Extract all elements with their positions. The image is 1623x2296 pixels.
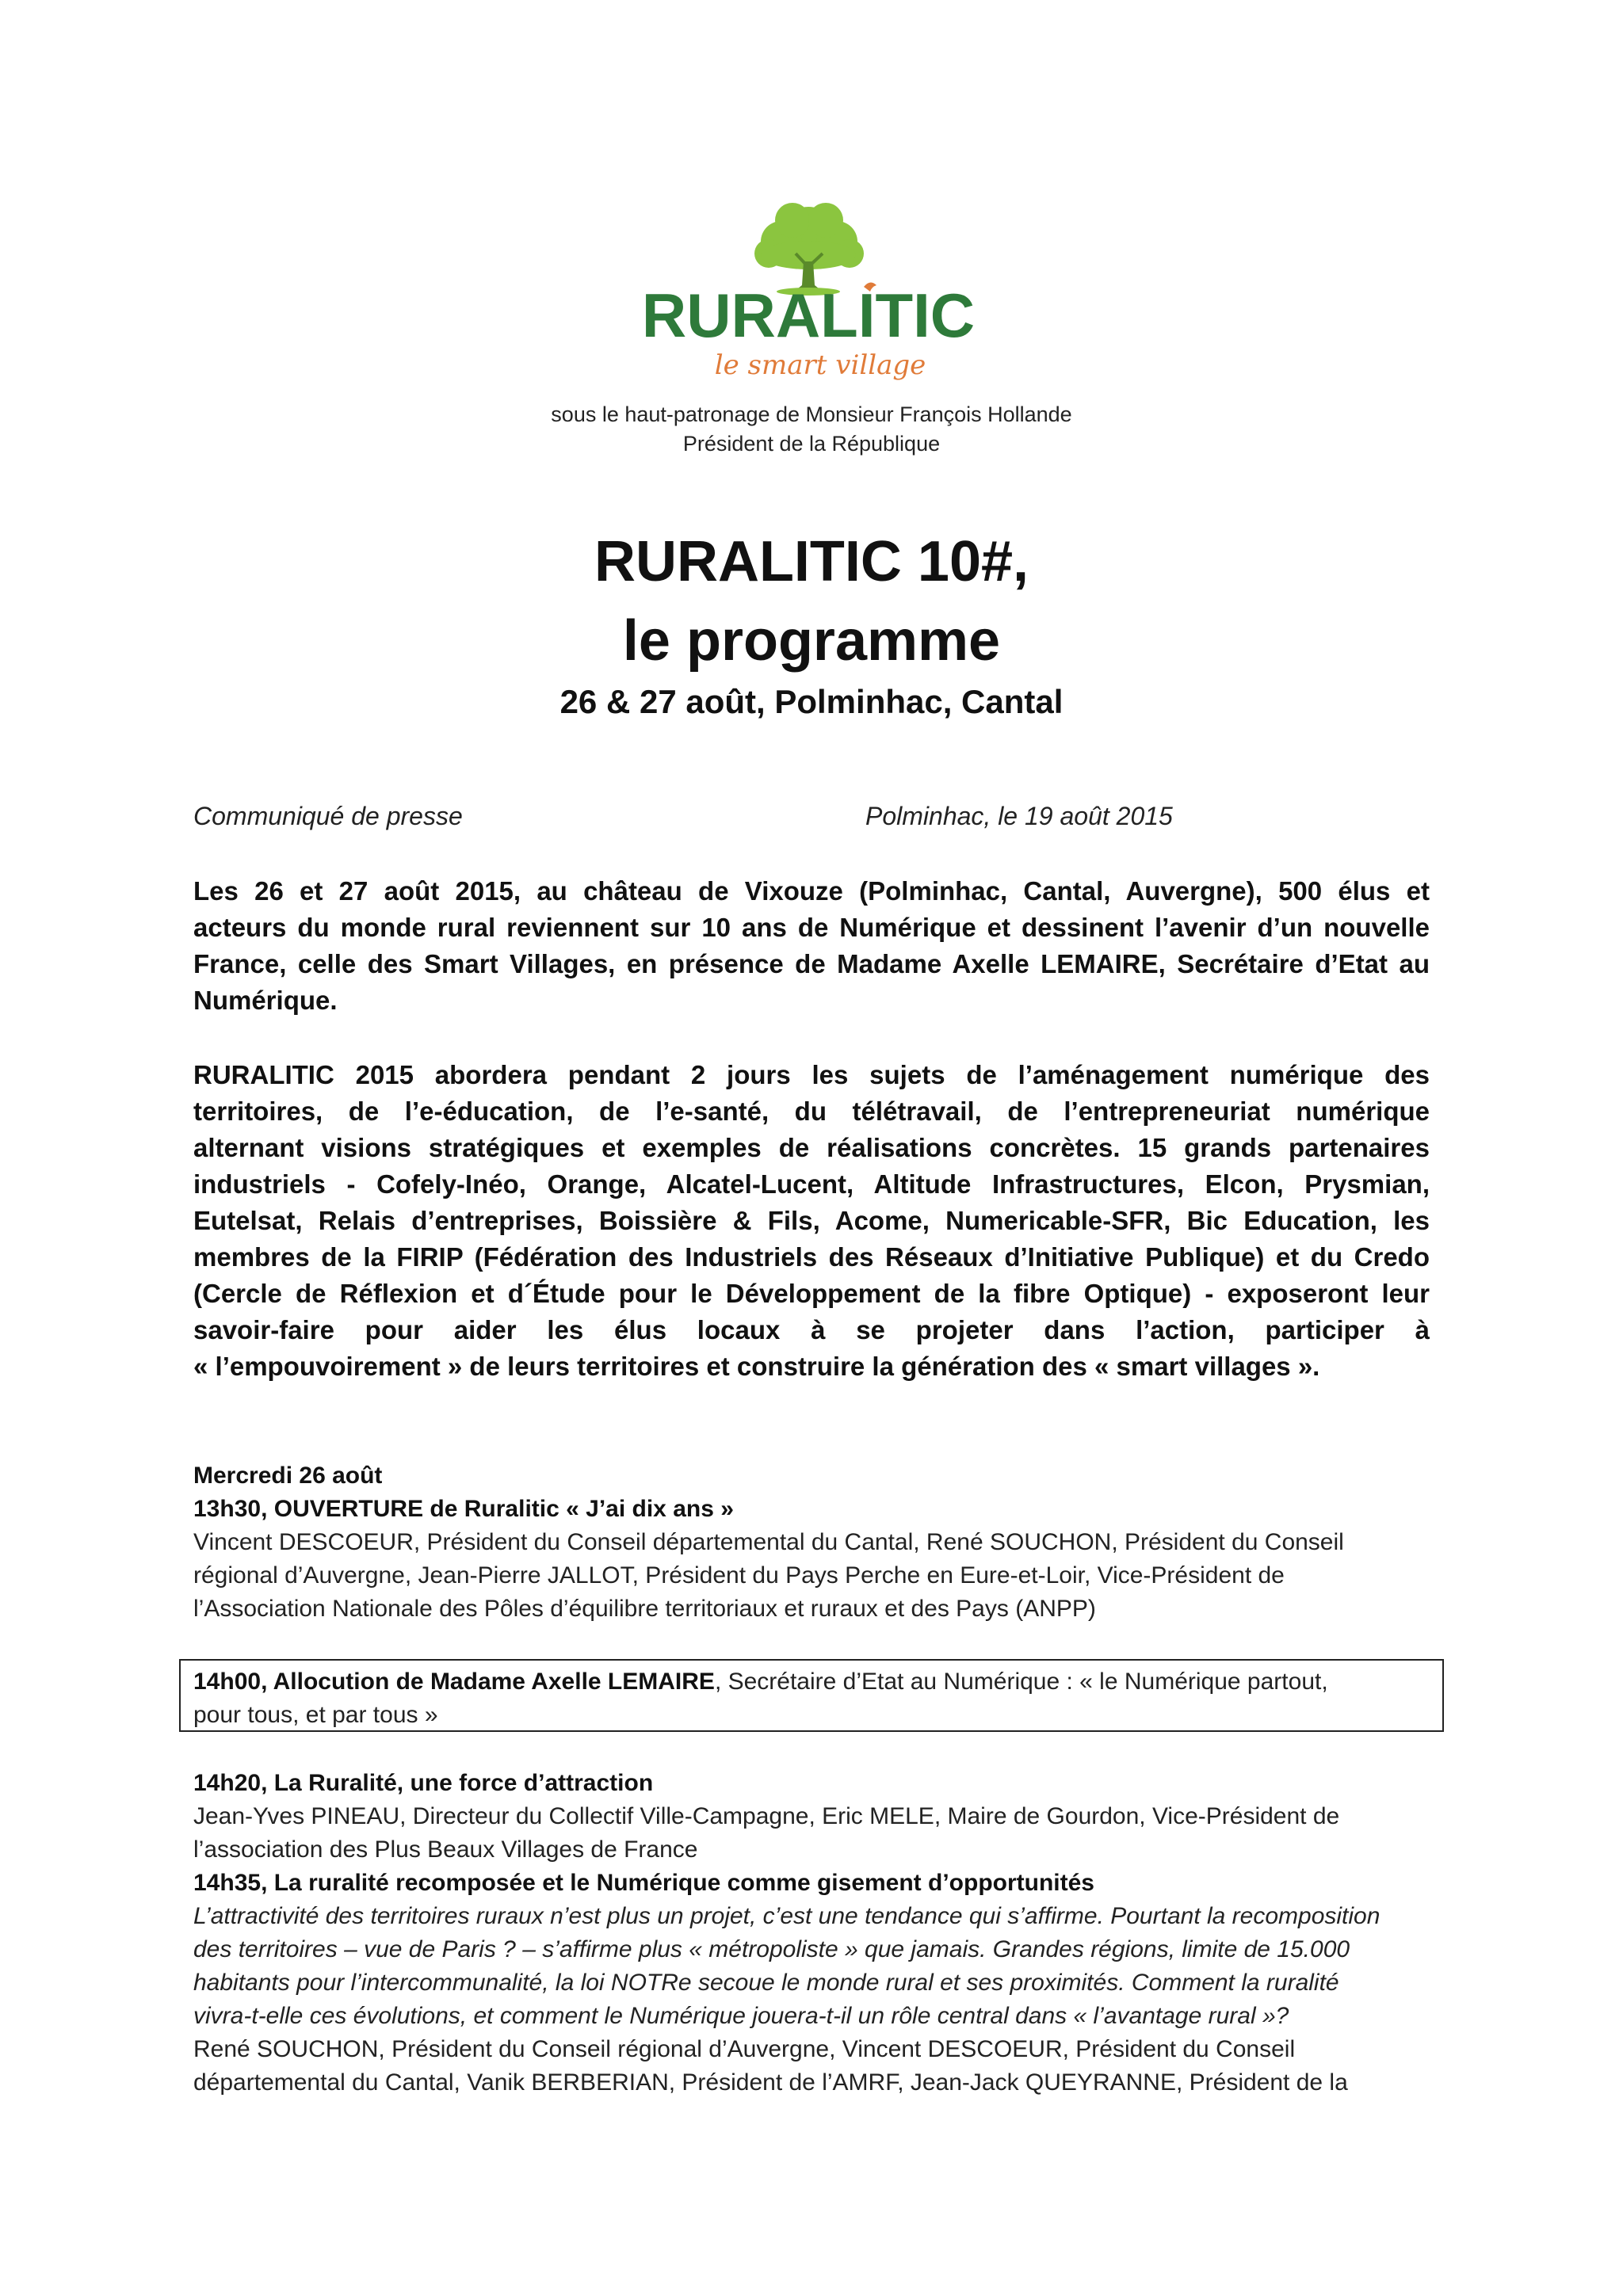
session-speakers-line: l’association des Plus Beaux Villages de France	[193, 1836, 698, 1863]
session-abstract-line: des territoires – vue de Paris ? – s’affirme plus « métropoliste » que jamais. Grandes régions, limite de 15.000	[193, 1936, 1350, 1962]
highlighted-session-box	[179, 1659, 1444, 1732]
intro-p1-line: France, celle des Smart Villages, en présence de Madame Axelle LEMAIRE, Secrétaire d’Etat au	[193, 949, 1430, 978]
intro-p2-line: territoires, de l’e-éducation, de l’e-santé, du télétravail, de l’entrepreneuriat numérique	[193, 1097, 1430, 1126]
session-speakers-line: l’Association Nationale des Pôles d’équilibre territoriaux et ruraux et des Pays (ANPP)	[193, 1596, 1096, 1622]
session-abstract-line: L’attractivité des territoires ruraux n’est plus un projet, c’est une tendance qui s’affirme. Pourtant la recomposition	[193, 1903, 1381, 1929]
session-heading: 13h30, OUVERTURE de Ruralitic « J’ai dix ans »	[193, 1496, 734, 1522]
session-abstract-line: habitants pour l’intercommunalité, la loi NOTRe secoue le monde rural et ses proximités. Comment la ruralité	[193, 1970, 1339, 1996]
logo-wordmark: RURALITIC	[641, 280, 976, 350]
intro-p2-line: Eutelsat, Relais d’entreprises, Boissière & Fils, Acome, Numericable-SFR, Bic Education, les	[193, 1206, 1430, 1235]
intro-p1-line: acteurs du monde rural reviennent sur 10 ans de Numérique et dessinent l’avenir d’un nouvelle	[193, 913, 1430, 942]
program-section-2	[193, 1767, 1445, 2100]
intro-p2-line: alternant visions stratégiques et exemples de réalisations concrètes. 15 grands partenaires	[193, 1133, 1430, 1162]
session-description-line: pour tous, et par tous »	[193, 1702, 438, 1728]
intro-p2-line: RURALITIC 2015 abordera pendant 2 jours les sujets de l’aménagement numérique des	[193, 1060, 1430, 1089]
program-day: Mercredi 26 août	[193, 1463, 383, 1489]
intro-p2-line: « l’empouvoirement » de leurs territoires et construire la génération des « smart villages ».	[193, 1352, 1320, 1381]
tree-logo-icon	[626, 198, 991, 396]
session-heading: 14h35, La ruralité recomposée et le Numérique comme gisement d’opportunités	[193, 1870, 1094, 1896]
intro-p2-line: savoir-faire pour aider les élus locaux à se projeter dans l’action, participer à	[193, 1315, 1430, 1344]
session-heading: 14h00, Allocution de Madame Axelle LEMAIRE	[193, 1669, 715, 1695]
program-section-1	[193, 1459, 1445, 1626]
session-speakers-line: Jean-Yves PINEAU, Directeur du Collectif Ville-Campagne, Eric MELE, Maire de Gourdon, Vice-Président de	[193, 1803, 1340, 1829]
session-heading: 14h20, La Ruralité, une force d’attraction	[193, 1770, 654, 1796]
session-speakers-line: Vincent DESCOEUR, Président du Conseil départemental du Cantal, René SOUCHON, Président du Conseil	[193, 1529, 1344, 1555]
patronage-line-1: sous le haut-patronage de Monsieur François Hollande	[551, 402, 1072, 426]
page-title-line-1: RURALITIC 10#,	[594, 530, 1029, 593]
patronage-line-2: Président de la République	[682, 432, 941, 456]
intro-p1-line: Numérique.	[193, 986, 338, 1015]
page-title-line-2: le programme	[622, 609, 1001, 673]
intro-p2-line: (Cercle de Réflexion et d´Étude pour le Développement de la fibre Optique) - exposeront leur	[193, 1279, 1430, 1308]
place-date: Polminhac, le 19 août 2015	[865, 802, 1173, 830]
intro-paragraph-1	[193, 873, 1430, 1019]
intro-p1-line: Les 26 et 27 août 2015, au château de Vixouze (Polminhac, Cantal, Auvergne), 500 élus et	[193, 876, 1430, 906]
session-speakers-line: René SOUCHON, Président du Conseil régional d’Auvergne, Vincent DESCOEUR, Président du Conseil	[193, 2036, 1296, 2062]
session-speakers-line: régional d’Auvergne, Jean-Pierre JALLOT, Président du Pays Perche en Eure-et-Loir, Vice-Président de	[193, 1562, 1285, 1589]
page-subtitle: 26 & 27 août, Polminhac, Cantal	[559, 683, 1064, 720]
session-abstract-line: vivra-t-elle ces évolutions, et comment le Numérique jouera-t-il un rôle central dans « l’avantage rural »?	[193, 2003, 1289, 2029]
press-release-label: Communiqué de presse	[193, 802, 463, 830]
intro-paragraph-2	[193, 1057, 1430, 1385]
intro-p2-line: industriels - Cofely-Inéo, Orange, Alcatel-Lucent, Altitude Infrastructures, Elcon, Prysmian,	[193, 1169, 1430, 1199]
session-description: , Secrétaire d’Etat au Numérique : « le Numérique partout,	[714, 1669, 1328, 1695]
session-speakers-line: départemental du Cantal, Vanik BERBERIAN, Président de l’AMRF, Jean-Jack QUEYRANNE, Président de la	[193, 2069, 1348, 2096]
intro-p2-line: membres de la FIRIP (Fédération des Industriels des Réseaux d’Initiative Publique) et du Credo	[193, 1242, 1430, 1272]
ruralitic-logo	[626, 198, 991, 396]
logo-tagline: le smart village	[714, 349, 926, 381]
